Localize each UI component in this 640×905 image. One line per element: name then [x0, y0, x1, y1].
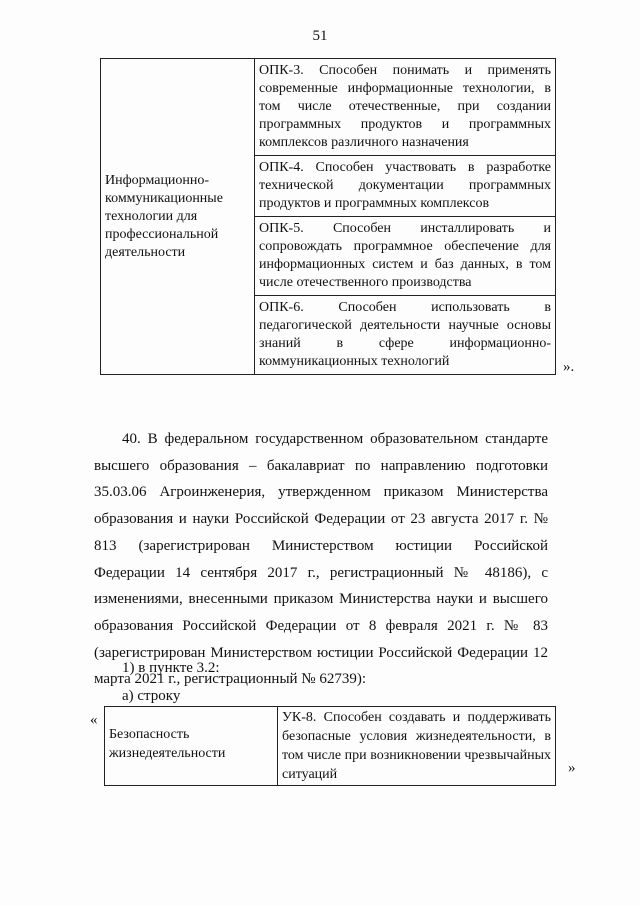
competency-table	[100, 58, 556, 375]
table1-closing-quote: ».	[563, 359, 575, 375]
competency-opk-4: ОПК-4. Способен участвовать в разработке технической документации программных продуктов и программных комплексов	[255, 156, 556, 217]
competency-opk-3: ОПК-3. Способен понимать и применять современные информационные технологии, в том числе отечественные, при создании программных продуктов и программных комплексов различного назначения	[255, 59, 556, 156]
paragraph-40: 40. В федеральном государственном образовательном стандарте высшего образования – бакалавриат по направлению подготовки 35.03.06 Агроинженерия, утвержденном приказом Министерства образования и науки Российской Федерации от 23 августа 2017 г. № 813 (зарегистрирован Министерством юстиции Российской Федерации 14 сентября 2017 г., регистрационный № 48186), с изменениями, внесенными приказом Министерства науки и высшего образования Российской Федерации от 8 февраля 2021 г. № 83 (зарегистрирован Министерством юстиции Российской Федерации 12 марта 2021 г., регистрационный № 62739):	[94, 431, 548, 688]
uk8-table	[104, 706, 556, 786]
table2-closing-quote: »	[568, 760, 576, 776]
discipline-cell-safety: Безопасность жизнедеятельности	[105, 707, 278, 786]
subitem-a: а) строку	[122, 688, 181, 704]
competency-uk-8: УК-8. Способен создавать и поддерживать безопасные условия жизнедеятельности, в том числе при возникновении чрезвычайных ситуаций	[278, 707, 556, 786]
table2-open-quote: «	[90, 712, 98, 728]
page-number: 51	[312, 28, 328, 44]
subitem-1: 1) в пункте 3.2:	[122, 660, 220, 676]
competency-opk-6: ОПК-6. Способен использовать в педагогической деятельности научные основы знаний в сфере информационно-коммуникационных технологий	[255, 296, 556, 375]
competency-opk-5: ОПК-5. Способен инсталлировать и сопровождать программное обеспечение для информационных систем и баз данных, в том числе отечественного производства	[255, 217, 556, 296]
discipline-cell: Информационно-коммуникационные технологии для профессиональной деятельности	[101, 59, 255, 375]
